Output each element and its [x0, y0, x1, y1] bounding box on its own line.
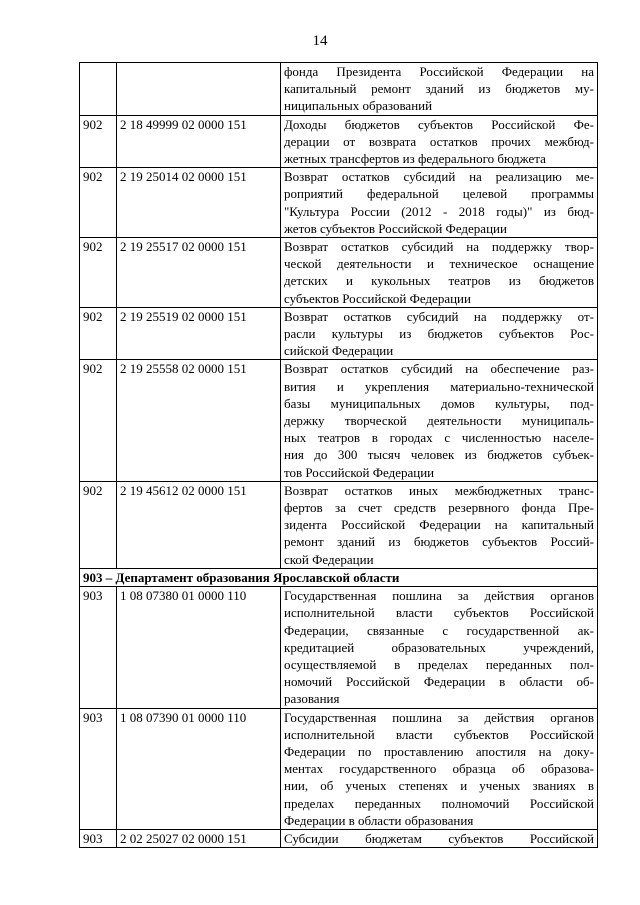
description-line: вития и укрепления материально-технической — [284, 378, 594, 394]
budget-code-cell: 2 19 25519 02 0000 151 — [117, 307, 281, 360]
table-row — [80, 360, 598, 481]
description-line: базы муниципальных домов культуры, под- — [284, 395, 594, 411]
description-line: Федерации, связанные с государственной ак- — [284, 622, 594, 638]
table-row — [80, 115, 598, 168]
chapter-code-cell: 902 — [80, 168, 117, 238]
budget-classification-table — [79, 62, 598, 848]
table-row — [80, 708, 598, 829]
chapter-code-cell: 903 — [80, 829, 117, 847]
chapter-code-cell: 902 — [80, 360, 117, 481]
budget-code-cell: 2 19 25558 02 0000 151 — [117, 360, 281, 481]
description-line: ремонт зданий из бюджетов субъектов Россий- — [284, 534, 594, 550]
description-cell — [281, 307, 598, 360]
description-cell — [281, 238, 598, 308]
description-line: фертов за счет средств резервного фонда Пре- — [284, 500, 594, 516]
description-line: нии, об ученых степенях и ученых званиях в — [284, 778, 594, 794]
description-line: ных театров в городах с численностью населе- — [284, 430, 594, 446]
budget-code-cell: 2 19 25517 02 0000 151 — [117, 238, 281, 308]
chapter-code-cell: 903 — [80, 708, 117, 829]
budget-code-cell: 2 19 25014 02 0000 151 — [117, 168, 281, 238]
description-line: фонда Президента Российской Федерации на — [284, 64, 594, 79]
budget-code-cell: 2 02 25027 02 0000 151 — [117, 829, 281, 847]
description-cell — [281, 708, 598, 829]
description-line: Государственная пошлина за действия органов — [284, 588, 594, 604]
chapter-code-cell: 902 — [80, 481, 117, 568]
description-line: субъектов Российской Федерации — [284, 290, 471, 306]
description-line: ческой деятельности и техническое оснащение — [284, 256, 594, 272]
chapter-code-cell: 903 — [80, 587, 117, 708]
description-line: Доходы бюджетов субъектов Российской Фе- — [284, 116, 594, 132]
description-line: Федерации по проставлению апостиля на доку- — [284, 743, 594, 759]
description-line: дерации от возврата остатков прочих межбюд- — [284, 133, 594, 149]
budget-code-cell: 1 08 07390 01 0000 110 — [117, 708, 281, 829]
description-line: кредитацией образовательных учреждений, — [284, 639, 594, 655]
description-line: ментах государственного образца об образова- — [284, 761, 594, 777]
description-line: зидента Российской Федерации на капитальный — [284, 517, 594, 533]
description-line: ния до 300 тысяч человек из бюджетов субъек- — [284, 447, 594, 463]
description-line: держку творческой деятельности муниципаль- — [284, 413, 594, 429]
table-row — [80, 829, 598, 847]
chapter-code-cell — [80, 63, 117, 116]
description-line: тов Российской Федерации — [284, 464, 435, 480]
description-line: "Культура России (2012 - 2018 годы)" из бюд- — [284, 203, 594, 219]
description-cell — [281, 168, 598, 238]
description-line: жетных трансфертов из федерального бюджета — [284, 151, 546, 167]
budget-code-cell: 1 08 07380 01 0000 110 — [117, 587, 281, 708]
table-row — [80, 168, 598, 238]
description-line: ской Федерации — [284, 551, 374, 567]
description-line: Государственная пошлина за действия органов — [284, 709, 594, 725]
budget-code-cell: 2 18 49999 02 0000 151 — [117, 115, 281, 168]
description-line: Возврат остатков субсидий на обеспечение раз- — [284, 361, 594, 377]
description-line: пределах переданных полномочий Российской — [284, 795, 594, 811]
chapter-code-cell: 902 — [80, 115, 117, 168]
chapter-code-cell: 902 — [80, 307, 117, 360]
budget-code-cell: 2 19 45612 02 0000 151 — [117, 481, 281, 568]
description-line: детских и кукольных театров из бюджетов — [284, 273, 594, 289]
description-line: ниципальных образований — [284, 98, 433, 114]
page-number: 14 — [312, 33, 328, 49]
description-line: исполнительной власти субъектов Российской — [284, 726, 594, 742]
description-cell — [281, 829, 598, 847]
table-row — [80, 587, 598, 708]
description-line: исполнительной власти субъектов Российской — [284, 605, 594, 621]
description-line: капитальный ремонт зданий из бюджетов му- — [284, 81, 594, 97]
section-header-row — [80, 568, 598, 586]
description-line: жетов субъектов Российской Федерации — [284, 220, 507, 236]
description-line: сийской Федерации — [284, 343, 394, 359]
description-line: роприятий федеральной целевой программы — [284, 186, 594, 202]
description-line: Возврат остатков субсидий на реализацию ме- — [284, 169, 594, 185]
table-body — [80, 63, 598, 848]
description-line: Возврат остатков иных межбюджетных транс- — [284, 482, 594, 498]
description-cell — [281, 115, 598, 168]
description-line: Субсидии бюджетам субъектов Российской — [284, 830, 594, 846]
description-line: Федерации в области образования — [284, 812, 474, 828]
description-line: разования — [284, 691, 340, 707]
description-line: номочий Российской Федерации в области об- — [284, 674, 594, 690]
budget-code-cell — [117, 63, 281, 116]
chapter-code-cell: 902 — [80, 238, 117, 308]
description-cell — [281, 481, 598, 568]
table-row — [80, 63, 598, 116]
description-cell — [281, 587, 598, 708]
table-row — [80, 481, 598, 568]
description-line: Возврат остатков субсидий на поддержку от- — [284, 308, 594, 324]
table-row — [80, 238, 598, 308]
description-line: расли культуры из бюджетов субъектов Рос- — [284, 326, 594, 342]
description-line: осуществляемой в пределах переданных пол- — [284, 656, 594, 672]
description-cell — [281, 360, 598, 481]
table-row — [80, 307, 598, 360]
description-cell — [281, 63, 598, 116]
section-title: 903 – Департамент образования Ярославской области — [80, 568, 598, 586]
description-line: Возврат остатков субсидий на поддержку твор- — [284, 239, 594, 255]
